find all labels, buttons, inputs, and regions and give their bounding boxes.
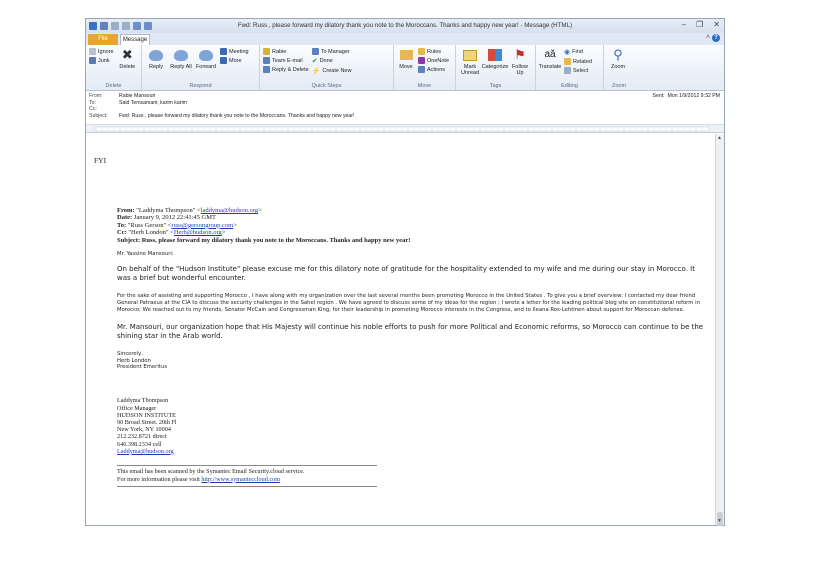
- reply-icon: [148, 47, 164, 63]
- divider-top: [117, 465, 377, 466]
- ribbon-group-delete: [86, 45, 142, 90]
- reply-all-button[interactable]: Reply All: [170, 47, 192, 90]
- ignore-button[interactable]: Ignore: [89, 48, 114, 55]
- closing: [117, 351, 704, 372]
- fwd-date-value: January 9, 2012 22:41:45 GMT: [133, 214, 216, 222]
- more-icon: [220, 57, 227, 64]
- related-icon: [564, 58, 571, 65]
- quickstep-reply-delete[interactable]: Reply & Delete: [263, 66, 309, 73]
- ruler: [86, 125, 724, 133]
- actions-icon: [418, 66, 425, 73]
- quickstep-to-manager[interactable]: To Manager: [312, 48, 352, 55]
- letter: [117, 251, 704, 371]
- closing-title: President Emeritus: [117, 364, 167, 371]
- categorize-icon: [487, 47, 503, 63]
- signature-line: Laddyma Thompson: [117, 397, 169, 405]
- signature-line: 646.398.2334 cell: [117, 440, 162, 448]
- forward-button[interactable]: Forward: [195, 47, 217, 90]
- select-icon: [564, 67, 571, 74]
- ruler-ticks: [86, 125, 724, 133]
- delete-x-icon: ✖: [121, 47, 133, 62]
- signature-block: [117, 397, 716, 455]
- quickstep-rabie[interactable]: Rabie: [263, 48, 309, 55]
- ignore-icon: [89, 48, 96, 55]
- subject-label: Subject:: [89, 112, 108, 119]
- ribbon: [86, 45, 724, 91]
- signature-line: 90 Broad Street. 20th Fl: [117, 418, 177, 426]
- paragraph-1: On behalf of the "Hudson Institute" please excuse me for this dilatory note of gratitude for the hospitality extended to my wife and me during our stay in Morocco. It was a brief but wonderful encounter.: [117, 264, 695, 283]
- group-label-move: Move: [417, 83, 432, 89]
- delete-button[interactable]: ✖ Delete: [119, 47, 136, 70]
- envelope-icon: [462, 47, 478, 63]
- group-label-tags: Tags: [489, 83, 502, 89]
- meeting-icon: [220, 48, 227, 55]
- fwd-cc-name: "Herb London" <: [128, 229, 174, 237]
- fwd-to-name: "Russ Gerson" <: [127, 221, 172, 229]
- fwd-subject-value: Russ, please forward my dilatory thank you note to the Moroccans. Thanks and happy new year!: [141, 236, 411, 244]
- collapse-ribbon-icon[interactable]: ˄: [705, 34, 711, 41]
- signature-line: HUDSON INSTITUTE: [117, 411, 176, 419]
- closing-line: Sincerely,: [117, 350, 143, 357]
- lightning-icon: ⚡: [311, 68, 321, 75]
- ribbon-group-respond: [142, 45, 260, 90]
- flag-icon: ⚑: [514, 47, 526, 62]
- meeting-button[interactable]: Meeting: [220, 48, 249, 55]
- reply-delete-icon: [263, 66, 270, 73]
- group-label-respond: Respond: [189, 83, 212, 89]
- signature-line: Office Manager: [117, 404, 157, 412]
- signature-line: New York, NY 10004: [117, 426, 171, 434]
- scroll-up-icon[interactable]: ▲: [717, 135, 722, 141]
- sent-label: Sent:: [652, 93, 665, 99]
- group-label-editing: Editing: [561, 83, 578, 89]
- team-email-icon: [263, 57, 270, 64]
- ribbon-group-zoom: [604, 45, 634, 90]
- binoculars-icon: ◉: [564, 49, 571, 56]
- to-label: To:: [89, 99, 96, 106]
- quickstep-icon: [263, 48, 270, 55]
- signature-line: 212.232.8721 direct: [117, 433, 167, 441]
- ribbon-group-move: [394, 45, 456, 90]
- fwd-to-label: To:: [117, 221, 127, 229]
- fwd-from-email-link[interactable]: laddyma@hudson.org: [200, 207, 258, 214]
- paragraph-3: Mr. Mansouri, our organization hope that His Majesty will continue his noble efforts to push for more Political and Economic reforms, so Morocco can continue to be the shining star in the Arab world.: [117, 322, 704, 341]
- help-icon[interactable]: ?: [712, 34, 720, 42]
- fwd-from-name: "Laddyma Thompson" <: [136, 207, 201, 214]
- categorize-button[interactable]: Categorize: [484, 47, 506, 90]
- minimize-icon[interactable]: –: [681, 20, 687, 29]
- ribbon-group-editing: [536, 45, 604, 90]
- mark-unread-button[interactable]: Mark Unread: [459, 47, 481, 90]
- outlook-message-window: [85, 18, 725, 526]
- reply-all-icon: [173, 47, 189, 63]
- sent-value: Mon 1/9/2012 9:32 PM: [667, 93, 720, 99]
- fwd-to-email-link[interactable]: russ@gersongroup.com: [171, 221, 234, 229]
- quickstep-done[interactable]: ✔ Done: [311, 58, 333, 65]
- paragraph-2: For the sake of assisting and supporting Morocco , I have along with my organization over the last several months been promoting Morocco in the United States . To give you a brief overview: I contacted my dear friend General Patraeus at the CIA to discuss the security challenges in the Sahel region . We have agreed to discuss some of my ideas for the region ; I wrote a letter for the leading political blog site on constitutional reform in Morocco; We reached out to my friends, Senator McCain and Congressman King, for their leadership in promoting Morocco interests in the Congress, and to Ileana Ros-Lehtinen about support for Moroccan defense.: [117, 292, 700, 313]
- group-label-quick-steps: Quick Steps: [311, 83, 342, 89]
- fwd-to-end: >: [233, 221, 237, 229]
- divider-bottom: [117, 486, 377, 487]
- find-button[interactable]: ◉ Find: [564, 49, 583, 56]
- forwarded-header: [117, 207, 716, 244]
- scan-notice: [117, 468, 716, 483]
- actions-button[interactable]: Actions: [418, 66, 449, 73]
- move-button[interactable]: Move: [397, 47, 415, 90]
- fwd-from-end: >: [258, 207, 262, 214]
- translate-button[interactable]: aă Translate: [538, 49, 562, 70]
- zoom-button[interactable]: ⚲ Zoom: [610, 47, 626, 70]
- forward-icon: [198, 47, 214, 63]
- onenote-icon: [418, 57, 425, 64]
- fwd-from-label: From:: [117, 207, 135, 214]
- scan-line-2: For more information please visit: [117, 475, 202, 483]
- rules-icon: [418, 48, 425, 55]
- closing-name: Herb London: [117, 357, 151, 364]
- quickstep-team-email[interactable]: Team E-mail: [263, 57, 309, 64]
- rules-button[interactable]: Rules: [418, 48, 449, 55]
- fyi-text: FYI: [94, 156, 107, 165]
- ribbon-group-tags: [456, 45, 536, 90]
- to-manager-icon: [312, 48, 319, 55]
- from-value[interactable]: Rabie Mansouri: [119, 93, 156, 99]
- fwd-cc-end: >: [221, 229, 226, 237]
- vertical-scrollbar[interactable]: [715, 134, 724, 525]
- fwd-cc-label: Cc:: [117, 229, 127, 237]
- window-title: Fwd: Russ , please forward my dilatory thank you note to the Moroccans. Thanks and happy new year! - Message (HTML): [237, 22, 573, 29]
- scan-line-1: This email has been scanned by the Symantec Email Security.cloud service.: [117, 468, 305, 475]
- related-button[interactable]: Related: [564, 58, 592, 65]
- quickstep-create-new[interactable]: ⚡ Create New: [311, 68, 352, 75]
- tab-file[interactable]: File: [88, 34, 118, 45]
- reply-button[interactable]: Reply: [145, 47, 167, 90]
- close-icon[interactable]: ✕: [713, 20, 720, 29]
- translate-icon: aă: [544, 49, 556, 60]
- move-folder-icon: [398, 47, 414, 63]
- junk-icon: [89, 57, 96, 64]
- to-value[interactable]: Said Temsamani; karim karim: [119, 99, 187, 106]
- fwd-cc-email-link[interactable]: Herb@hudson.org: [173, 229, 222, 237]
- salutation: Mr. Yassine Mansouri:: [117, 251, 174, 258]
- onenote-button[interactable]: OneNote: [418, 57, 449, 64]
- group-label-zoom: Zoom: [611, 83, 627, 89]
- message-header: [86, 91, 724, 125]
- group-label-delete: Delete: [105, 83, 122, 89]
- more-respond-button[interactable]: More: [220, 57, 249, 64]
- fwd-date-label: Date:: [117, 214, 133, 222]
- title-bar: [86, 19, 724, 33]
- restore-icon[interactable]: ❐: [696, 20, 704, 29]
- from-label: From:: [89, 93, 103, 99]
- scroll-down-icon[interactable]: ▼: [717, 518, 722, 524]
- subject-value: Fwd: Russ , please forward my dilatory thank you note to the Moroccans. Thanks and happy new year!: [119, 112, 355, 119]
- magnifier-icon: ⚲: [613, 47, 623, 62]
- junk-button[interactable]: Junk: [89, 57, 114, 64]
- check-icon: ✔: [311, 58, 318, 65]
- message-body: [86, 134, 716, 525]
- select-button[interactable]: Select: [564, 67, 592, 74]
- follow-up-button[interactable]: ⚑ Follow Up: [512, 47, 528, 76]
- symantec-link[interactable]: http://www.symanteccloud.com: [201, 475, 281, 483]
- ribbon-group-quick-steps: [260, 45, 394, 90]
- tab-message[interactable]: Message: [120, 34, 150, 45]
- fwd-subject-label: Subject:: [117, 236, 141, 244]
- signature-email-link[interactable]: Laddyma@hudson.org: [117, 447, 174, 455]
- cc-label: Cc:: [89, 106, 97, 113]
